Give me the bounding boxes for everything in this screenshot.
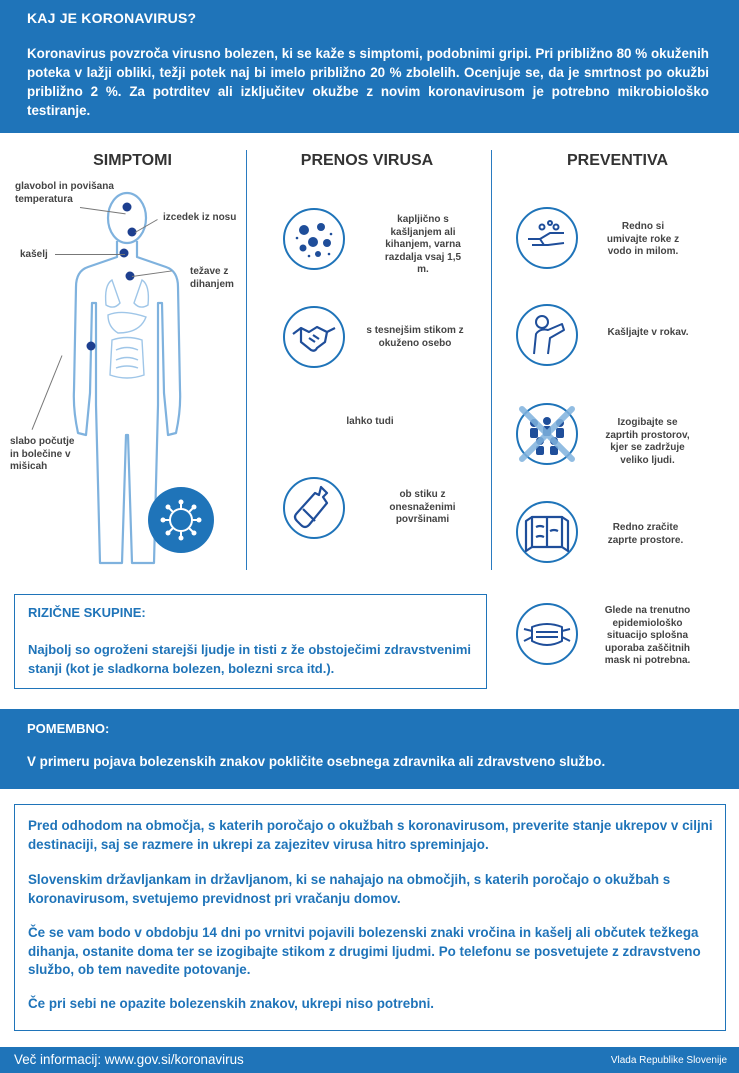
more-info-link[interactable]: Več informacij: www.gov.si/koronavirus — [14, 1052, 244, 1067]
symptom-cough: kašelj — [20, 249, 48, 260]
symptom-weakness: slabo počutje in bolečine v mišicah — [10, 436, 75, 472]
transmission-surfaces: ob stiku z onesnaženimi površinami — [389, 489, 456, 525]
risk-groups-box — [14, 594, 487, 689]
prevention-crowds: Izogibajte se zaprtih prostorov, kjer se zadržuje veliko ljudi. — [605, 417, 690, 466]
mask-icon — [516, 603, 578, 665]
important-title: POMEMBNO: — [27, 721, 110, 736]
no-crowds-icon — [516, 403, 578, 465]
important-banner — [0, 709, 739, 789]
travel-paragraph: Pred odhodom na območja, s katerih poročajo o okužbah s koronavirusom, preverite stanje ukrepov v ciljni destinaciji, saj se razmere in ukrepi za zajezitev virusa hitro spreminjajo. — [28, 818, 713, 852]
handwash-icon — [516, 207, 578, 269]
risk-text: Najbolj so ogroženi starejši ljudje in tisti z že obstoječimi zdravstvenimi stanji (kot je sladkorna bolezen, bolezni srca itd.). — [28, 642, 471, 676]
transmission-also: lahko tudi — [346, 416, 394, 427]
column-divider-left — [246, 150, 247, 570]
intro-banner — [0, 0, 739, 133]
footer — [0, 1047, 739, 1073]
transmission-heading: PRENOS VIRUSA — [300, 152, 434, 169]
transmission-contact: s tesnejšim stikom z okuženo osebo — [366, 325, 464, 349]
column-divider-right — [491, 150, 492, 570]
prevention-wash: Redno si umivajte roke z vodo in milom. — [606, 221, 680, 257]
leader-cough — [55, 254, 125, 255]
travel-paragraph: Če pri sebi ne opazite bolezenskih znakov, ukrepi niso potrebni. — [28, 996, 435, 1011]
travel-advice-box — [14, 804, 726, 1031]
symptoms-heading: SIMPTOMI — [93, 152, 172, 169]
intro-title: KAJ JE KORONAVIRUS? — [27, 10, 197, 26]
droplets-icon — [283, 208, 345, 270]
prevention-masks: Glede na trenutno epidemiološko situacijo splošna uporaba zaščitnih mask ni potrebna. — [604, 605, 691, 666]
prevention-air: Redno zračite zaprte prostore. — [607, 522, 684, 546]
window-icon — [516, 501, 578, 563]
cough-sleeve-icon — [516, 304, 578, 366]
prevention-heading: PREVENTIVA — [566, 152, 669, 169]
handshake-icon — [283, 306, 345, 368]
risk-title: RIZIČNE SKUPINE: — [28, 605, 146, 620]
prevention-sleeve: Kašljajte v rokav. — [607, 327, 689, 338]
symptom-fever: glavobol in povišana temperatura — [15, 181, 114, 205]
symptom-breathing: težave z dihanjem — [190, 266, 234, 290]
important-text: V primeru pojava bolezenskih znakov pokličite osebnega zdravnika ali zdravstveno službo. — [27, 754, 606, 769]
travel-paragraph: Če se vam bodo v obdobju 14 dni po vrnitvi pojavili bolezenski znaki vročina in kašelj ali občutek težkega dihanja, ostanite doma ter se izogibajte stikom z drugimi ljudmi. Po telefonu se posvetujete z zdravstveno službo, ob tem navedite potovanje. — [28, 925, 701, 977]
symptom-nose: izcedek iz nosu — [163, 212, 237, 223]
leader-weakness — [32, 355, 63, 430]
transmission-droplets: kapljično s kašljanjem ali kihanjem, varna razdalja vsaj 1,5 m. — [384, 214, 462, 275]
bottle-icon — [283, 477, 345, 539]
organization-name: Vlada Republike Slovenije — [610, 1055, 727, 1066]
virus-icon — [148, 487, 214, 553]
intro-text: Koronavirus povzroča virusno bolezen, ki se kaže s simptomi, podobnimi gripi. Pri približno 80 % okuženih poteka v lažji obliki, težji potek naj bi imelo približno 20 % zbolelih. Ocenjuje se, da je smrtnost po okužbi približno 2 %. Za potrditev ali izključitev okužbe z novim koronavirusom je potrebno mikrobiološko testiranje. — [27, 46, 709, 118]
travel-paragraph: Slovenskim državljankam in državljanom, ki se nahajajo na območjih, s katerih poročajo o okužbah s koronavirusom, svetujemo previdnost pri vračanju domov. — [28, 872, 671, 906]
